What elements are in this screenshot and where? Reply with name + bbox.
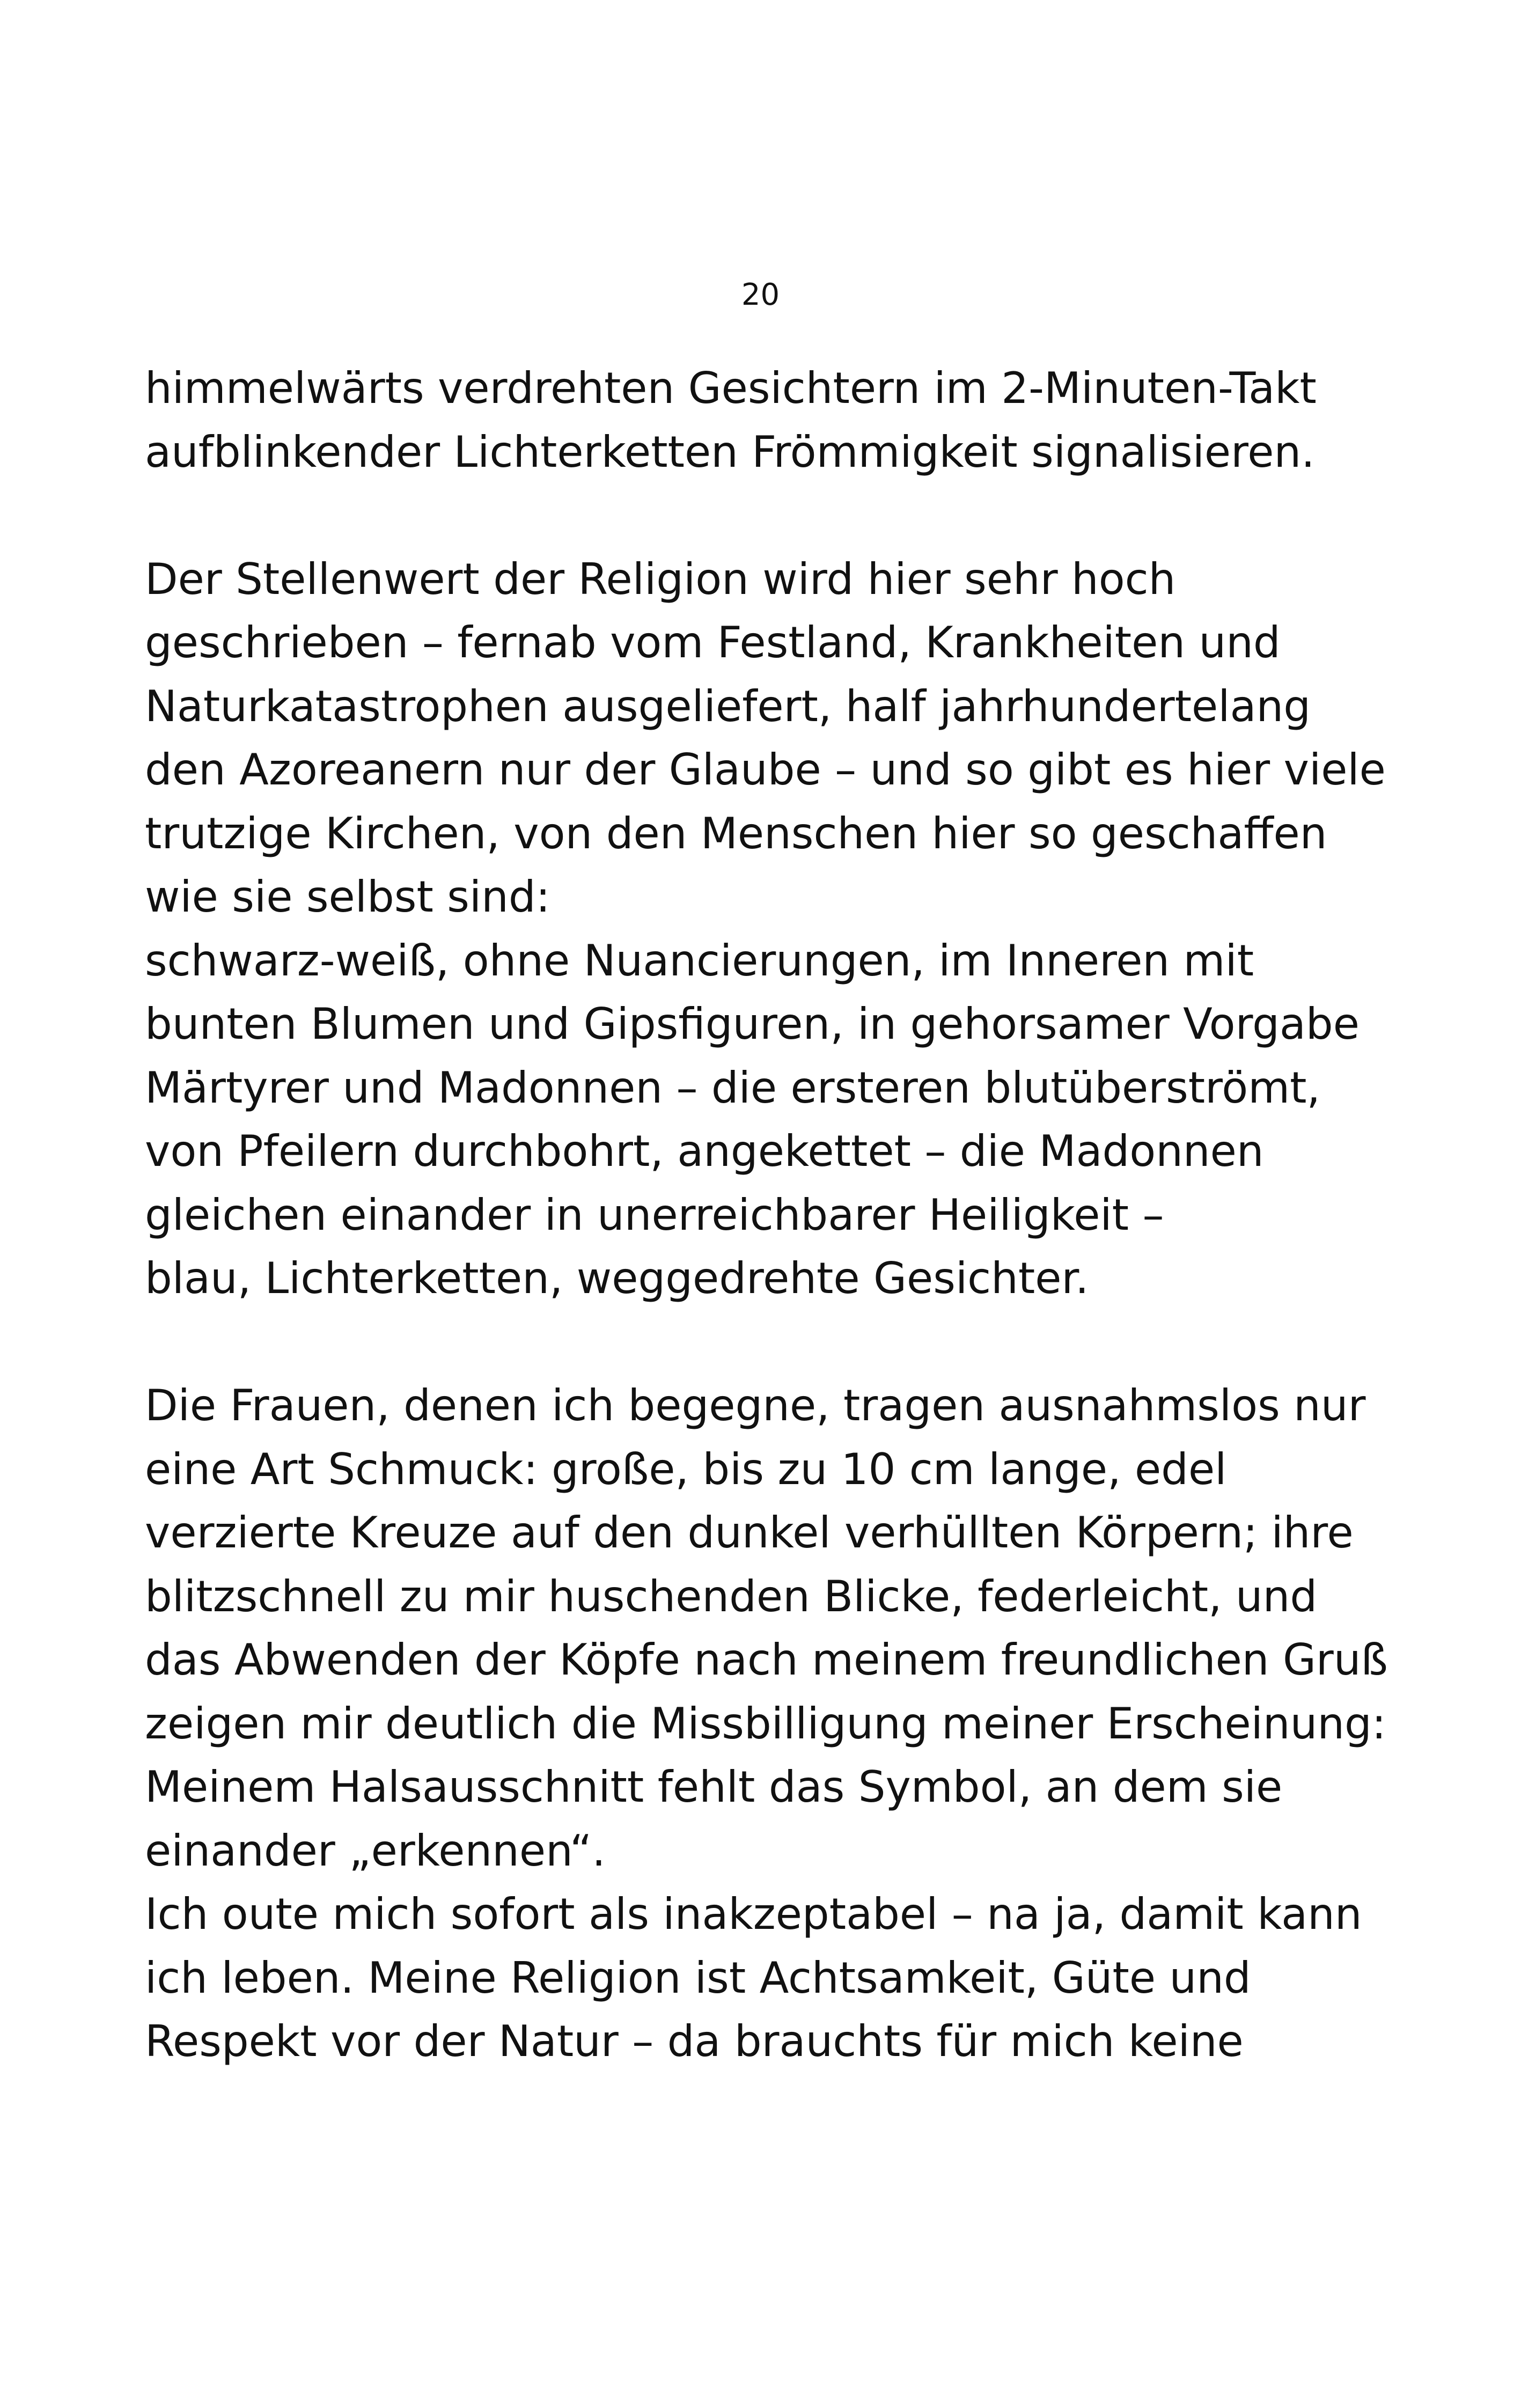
text-line: Der Stellenwert der Religion wird hier sehr hoch (145, 554, 1176, 604)
text-line: Respekt vor der Natur – da brauchts für mich keine (145, 2016, 1244, 2066)
paragraph (145, 1374, 1390, 2074)
paragraph-gap (145, 1311, 1390, 1375)
text-line: trutzige Kirchen, von den Menschen hier so geschaffen (145, 808, 1327, 858)
text-line: den Azoreanern nur der Glaube – und so gibt es hier viele (145, 745, 1386, 795)
paragraph-gap (145, 484, 1390, 548)
text-line: Ich oute mich sofort als inakzeptabel – na ja, damit kann (145, 1889, 1362, 1939)
paragraph (145, 357, 1390, 484)
text-line: bunten Blumen und Gipsfiguren, in gehorsamer Vorgabe (145, 999, 1360, 1049)
text-line: blitzschnell zu mir huschenden Blicke, federleicht, und (145, 1571, 1318, 1621)
text-line: Märtyrer und Madonnen – die ersteren blutüberströmt, (145, 1062, 1320, 1113)
text-line: zeigen mir deutlich die Missbilligung meiner Erscheinung: (145, 1698, 1386, 1749)
text-line: einander „erkennen“. (145, 1825, 606, 1876)
text-line: verzierte Kreuze auf den dunkel verhüllten Körpern; ihre (145, 1508, 1354, 1558)
text-line: das Abwenden der Köpfe nach meinem freundlichen Gruß (145, 1635, 1388, 1685)
text-line: Naturkatastrophen ausgeliefert, half jahrhundertelang (145, 681, 1311, 731)
text-line: aufblinkender Lichterketten Frömmigkeit signalisieren. (145, 427, 1315, 477)
text-line: Die Frauen, denen ich begegne, tragen ausnahmslos nur (145, 1381, 1366, 1430)
text-line: Meinem Halsausschnitt fehlt das Symbol, an dem sie (145, 1762, 1283, 1812)
text-line: ich leben. Meine Religion ist Achtsamkeit, Güte und (145, 1952, 1251, 2003)
paragraph (145, 548, 1390, 1311)
text-line: schwarz-weiß, ohne Nuancierungen, im Inneren mit (145, 935, 1254, 986)
text-line: von Pfeilern durchbohrt, angekettet – die Madonnen (145, 1126, 1264, 1176)
body-text (145, 357, 1390, 2074)
text-line: geschrieben – fernab vom Festland, Krankheiten und (145, 618, 1281, 667)
text-line: gleichen einander in unerreichbarer Heiligkeit – (145, 1190, 1164, 1240)
text-line: eine Art Schmuck: große, bis zu 10 cm lange, edel (145, 1444, 1227, 1494)
text-line: himmelwärts verdrehten Gesichtern im 2-Minuten-Takt (145, 363, 1317, 413)
page-number: 20 (741, 277, 780, 312)
text-line: blau, Lichterketten, weggedrehte Gesichter. (145, 1253, 1089, 1303)
text-line: wie sie selbst sind: (145, 872, 550, 922)
